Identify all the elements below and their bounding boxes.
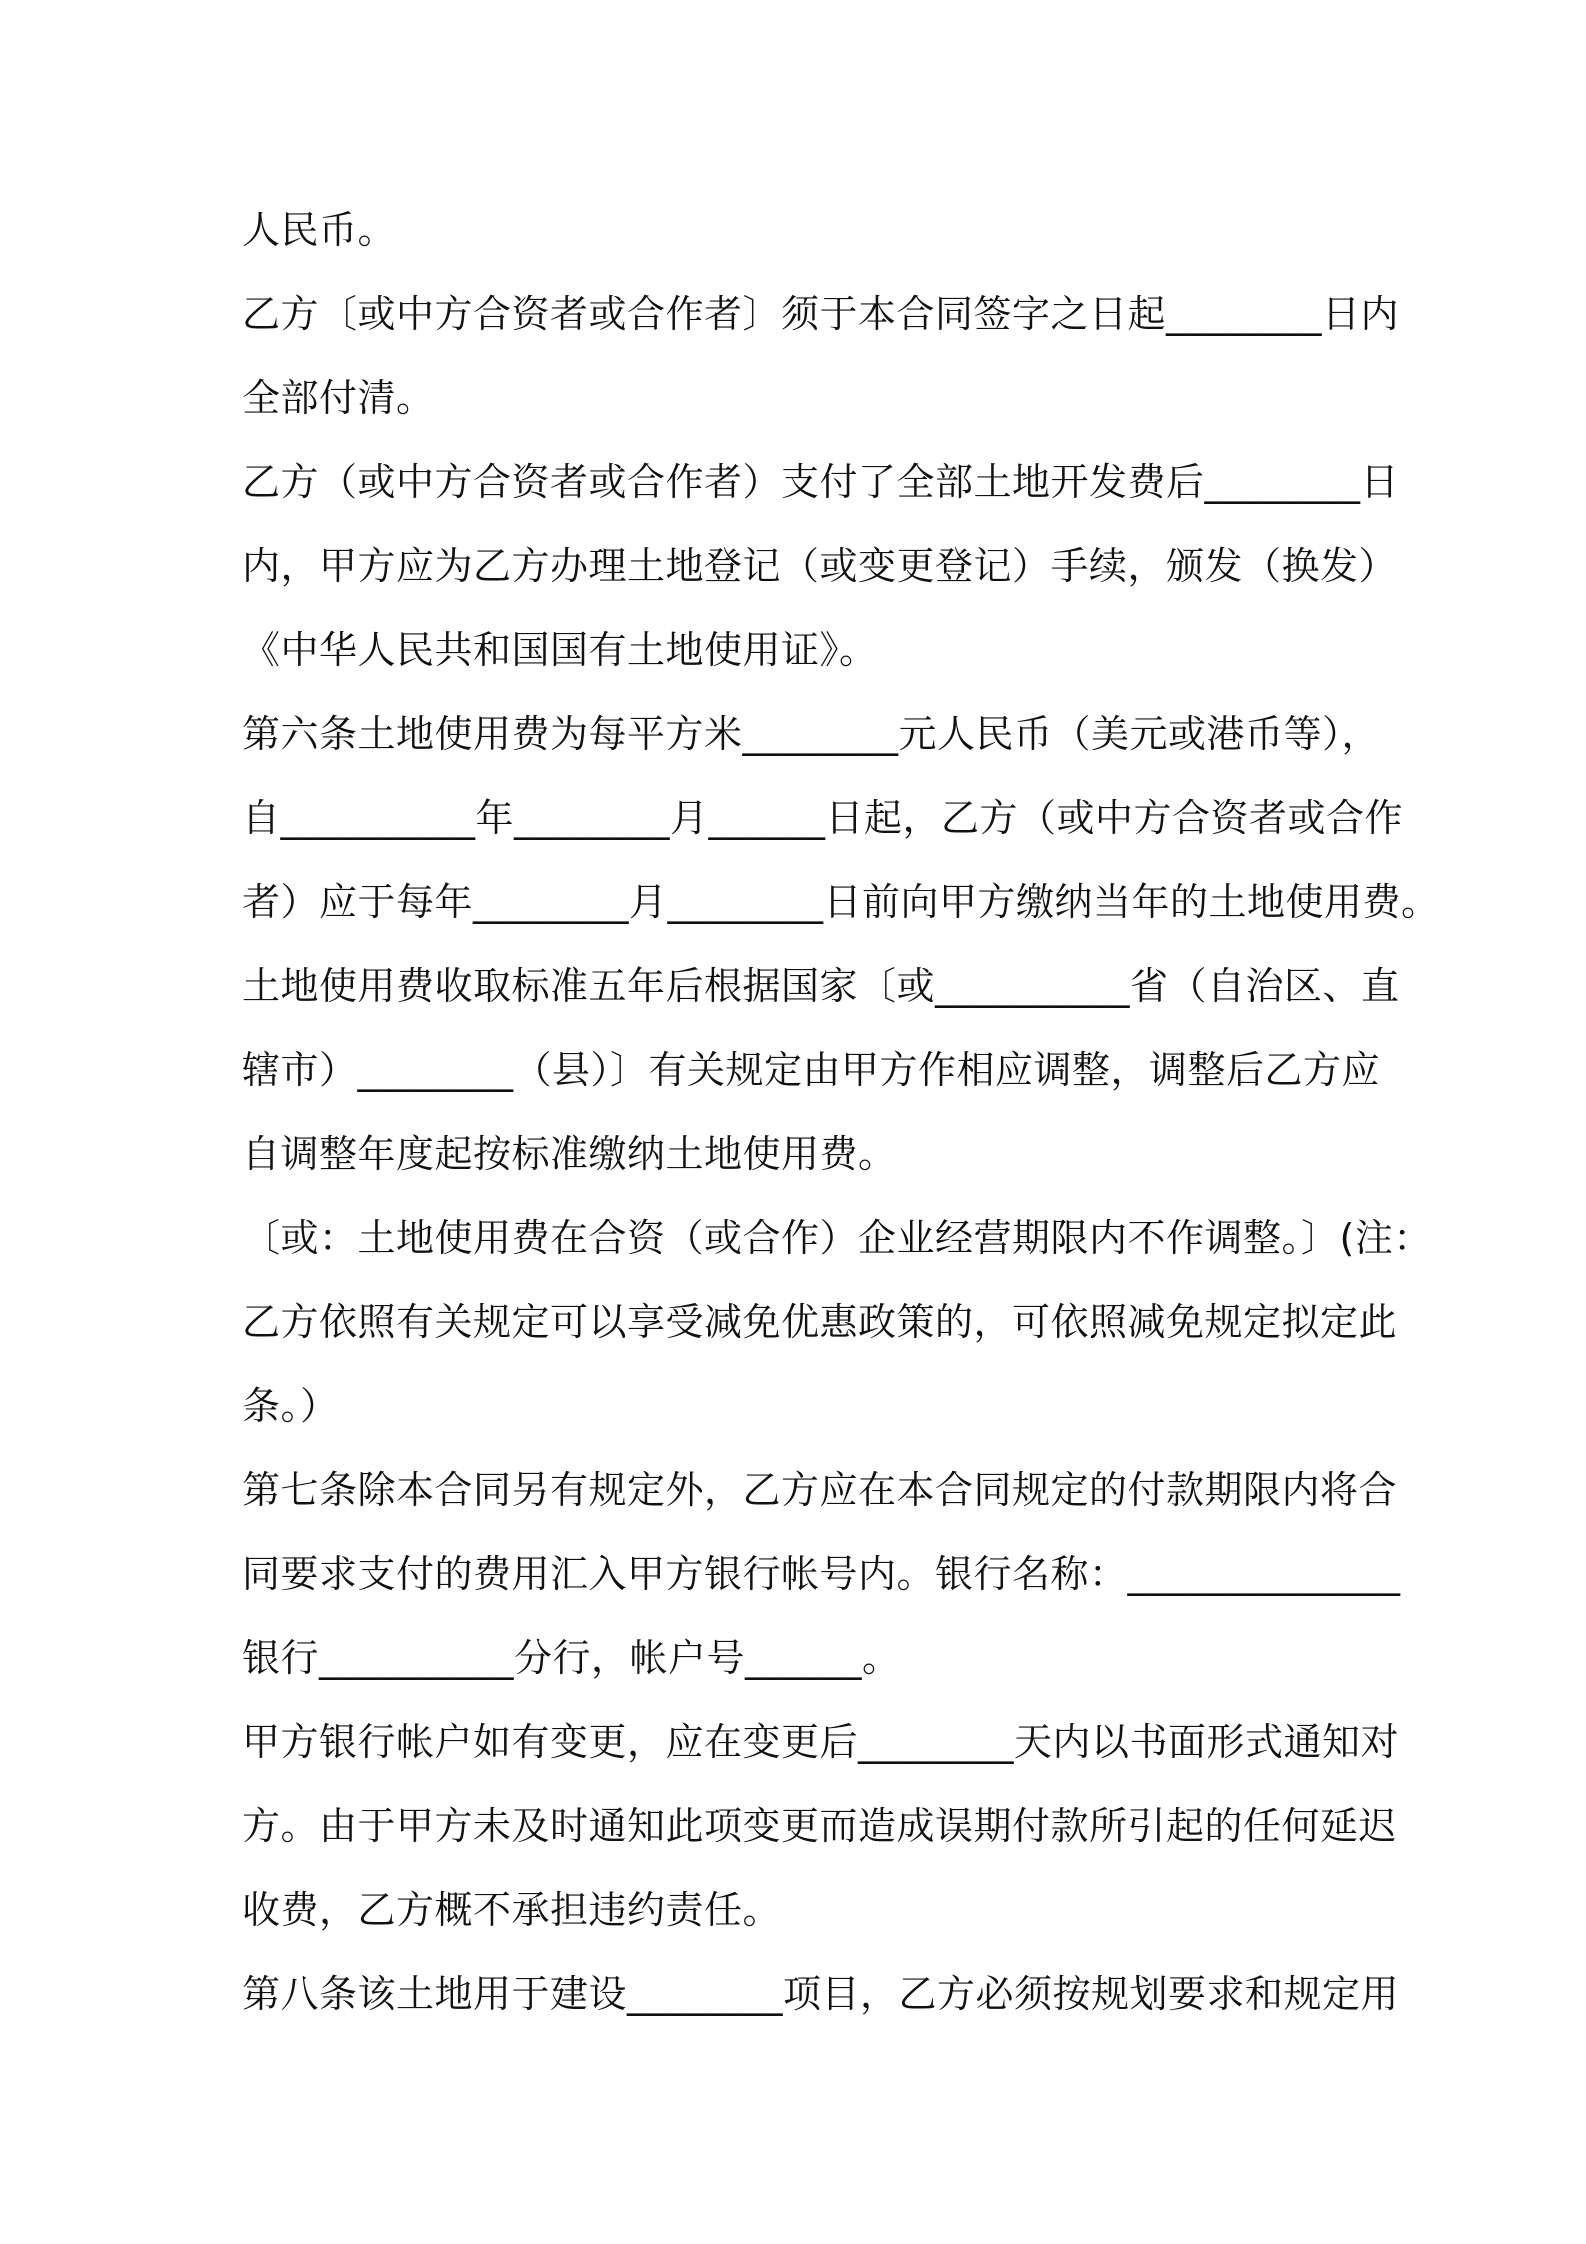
text-line: 乙方依照有关规定可以享受减免优惠政策的，可依照减免规定拟定此 xyxy=(242,1300,1398,1344)
text-line: 自__________年________月______日起，乙方（或中方合资者或合作 xyxy=(242,796,1404,840)
text-line: 收费，乙方概不承担违约责任。 xyxy=(242,1888,782,1932)
text-line: 者）应于每年________月________日前向甲方缴纳当年的土地使用费。 xyxy=(242,880,1440,924)
text-line: 第六条土地使用费为每平方米________元人民币（美元或港币等）， xyxy=(242,712,1381,756)
text-line: 内，甲方应为乙方办理土地登记（或变更登记）手续，颁发（换发） xyxy=(242,544,1398,588)
text-line: 全部付清。 xyxy=(242,376,435,420)
text-line: 辖市）________（县）〕有关规定由甲方作相应调整，调整后乙方应 xyxy=(242,1048,1381,1092)
text-line: 乙方（或中方合资者或合作者）支付了全部土地开发费后________日 xyxy=(242,460,1400,504)
text-line: 第七条除本合同另有规定外，乙方应在本合同规定的付款期限内将合 xyxy=(242,1468,1398,1512)
text-line: 银行__________分行，帐户号______。 xyxy=(242,1636,901,1680)
text-line: 同要求支付的费用汇入甲方银行帐号内。银行名称：______________ xyxy=(242,1552,1401,1596)
text-line: 人民币。 xyxy=(242,208,397,252)
text-line: 《中华人民共和国国有土地使用证》。 xyxy=(242,628,878,672)
text-line: 条。） xyxy=(242,1384,339,1428)
text-line: 自调整年度起按标准缴纳土地使用费。 xyxy=(242,1132,897,1176)
text-line: 〔或：土地使用费在合资（或合作）企业经营期限内不作调整。〕(注： xyxy=(242,1216,1432,1260)
text-line: 方。由于甲方未及时通知此项变更而造成误期付款所引起的任何延迟 xyxy=(242,1804,1398,1848)
text-line: 甲方银行帐户如有变更，应在变更后________天内以书面形式通知对 xyxy=(242,1720,1400,1764)
text-line: 乙方〔或中方合资者或合作者〕须于本合同签字之日起________日内 xyxy=(242,292,1400,336)
text-line: 第八条该土地用于建设________项目，乙方必须按规划要求和规定用 xyxy=(242,1972,1400,2016)
text-line: 土地使用费收取标准五年后根据国家〔或__________省（自治区、直 xyxy=(242,964,1400,1008)
